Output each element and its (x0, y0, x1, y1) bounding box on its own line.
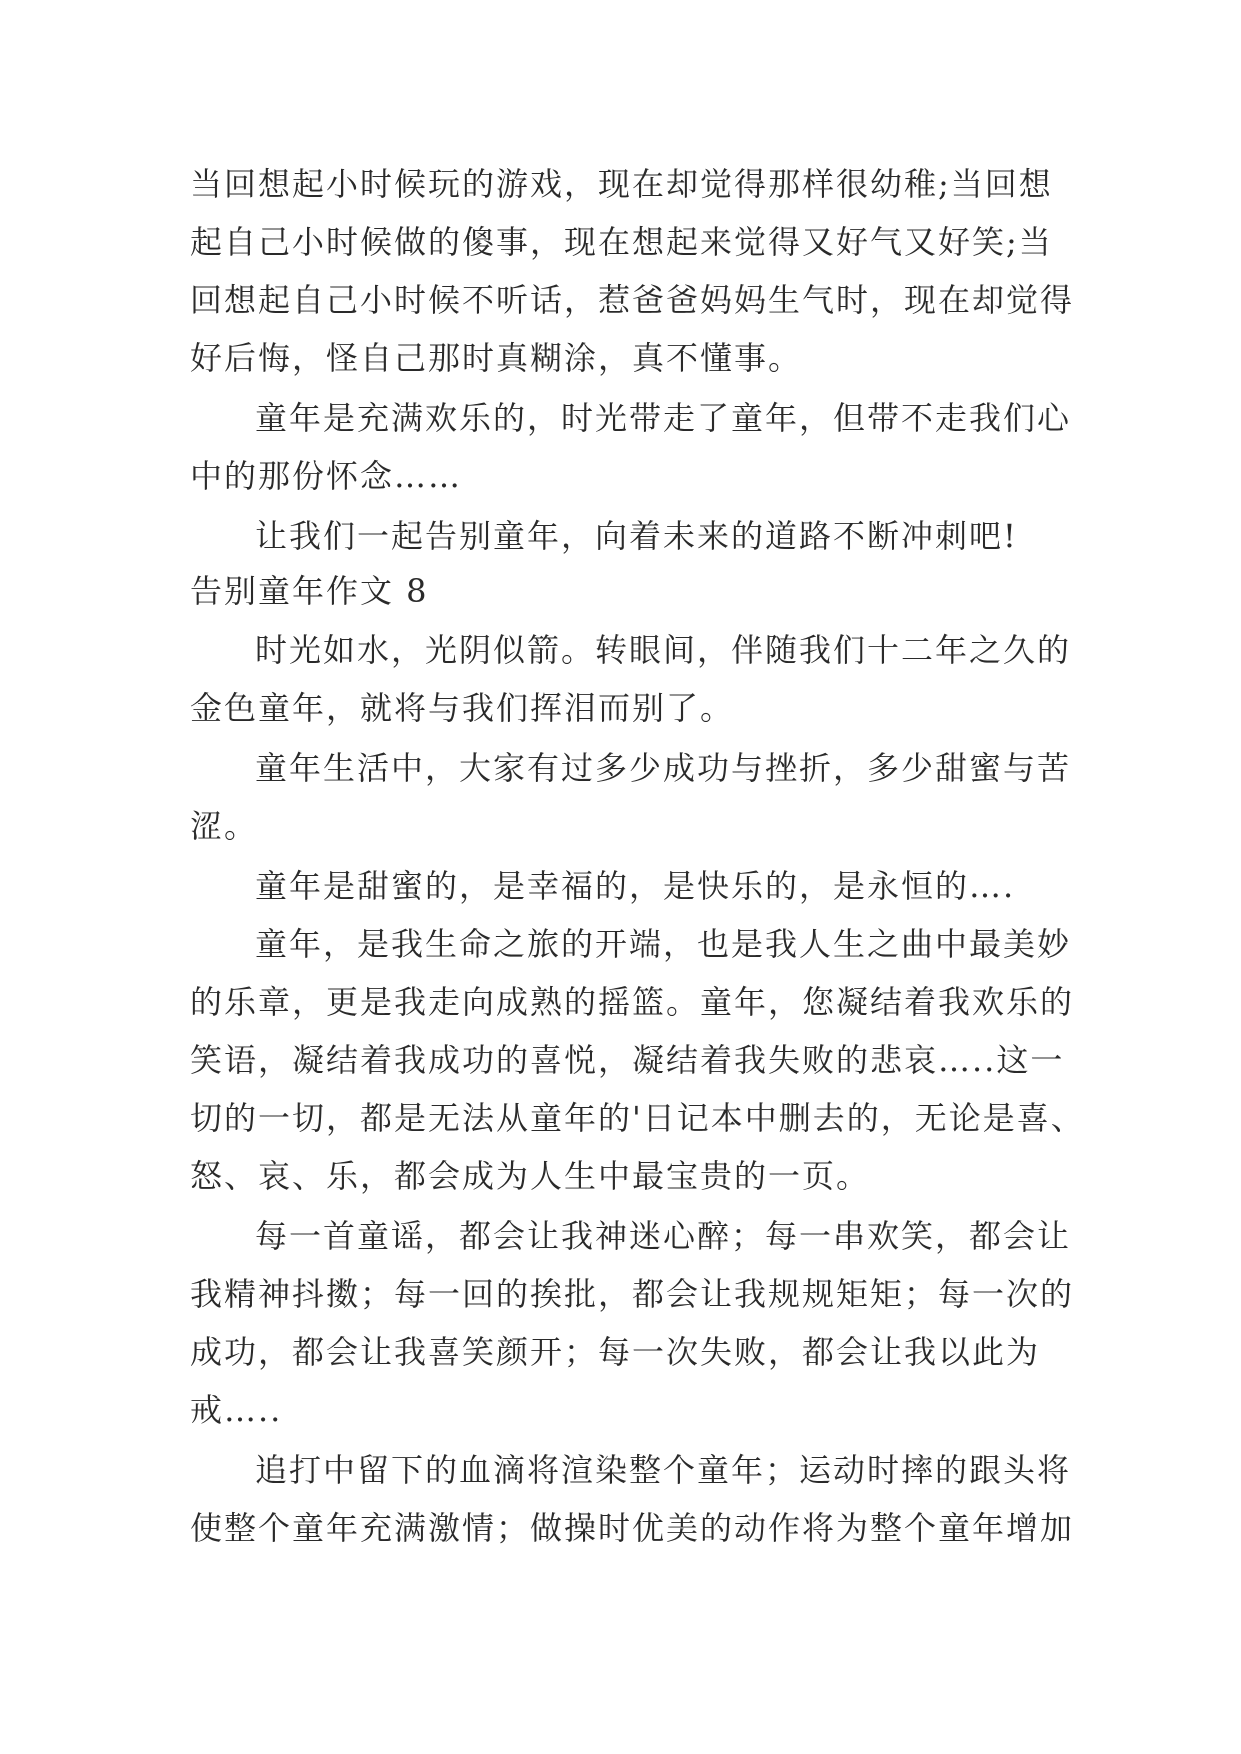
text-line: 怒、哀、乐，都会成为人生中最宝贵的一页。 (190, 1157, 871, 1195)
text-line: 笑语，凝结着我成功的喜悦，凝结着我失败的悲哀…..这一 (190, 1041, 1065, 1079)
text-line: 我精神抖擞；每一回的挨批，都会让我规规矩矩；每一次的 (190, 1275, 1075, 1313)
text-line: 切的一切，都是无法从童年的'日记本中删去的，无论是喜、 (190, 1099, 1085, 1137)
text-line: 的乐章，更是我走向成熟的摇篮。童年，您凝结着我欢乐的 (190, 983, 1075, 1021)
text-line: 回想起自己小时候不听话，惹爸爸妈妈生气时，现在却觉得 (190, 281, 1075, 319)
text-line: 童年是甜蜜的，是幸福的，是快乐的，是永恒的…. (255, 867, 1016, 905)
text-line: 童年是充满欢乐的，时光带走了童年，但带不走我们心 (255, 399, 1072, 437)
text-line: 金色童年，就将与我们挥泪而别了。 (190, 689, 735, 727)
text-line: 中的那份怀念…… (190, 457, 463, 495)
text-line: 使整个童年充满激情；做操时优美的动作将为整个童年增加 (190, 1509, 1075, 1547)
text-line: 当回想起小时候玩的游戏，现在却觉得那样很幼稚;当回想 (190, 165, 1053, 203)
text-line: 涩。 (190, 807, 259, 845)
text-line: 追打中留下的血滴将渲染整个童年；运动时摔的跟头将 (255, 1451, 1072, 1489)
text-line: 童年，是我生命之旅的开端，也是我人生之曲中最美妙 (255, 925, 1072, 963)
text-line: 起自己小时候做的傻事，现在想起来觉得又好气又好笑;当 (190, 223, 1053, 261)
text-line: 童年生活中，大家有过多少成功与挫折，多少甜蜜与苦 (255, 749, 1072, 787)
text-line: 时光如水，光阴似箭。转眼间，伴随我们十二年之久的 (255, 631, 1072, 669)
section-heading: 告别童年作文 8 (190, 572, 429, 610)
text-line: 戒….. (190, 1391, 283, 1429)
text-line: 让我们一起告别童年，向着未来的道路不断冲刺吧! (255, 517, 1018, 555)
text-line: 好后悔，怪自己那时真糊涂，真不懂事。 (190, 339, 803, 377)
text-line: 成功，都会让我喜笑颜开；每一次失败，都会让我以此为 (190, 1333, 1041, 1371)
text-line: 每一首童谣，都会让我神迷心醉；每一串欢笑，都会让 (255, 1217, 1072, 1255)
